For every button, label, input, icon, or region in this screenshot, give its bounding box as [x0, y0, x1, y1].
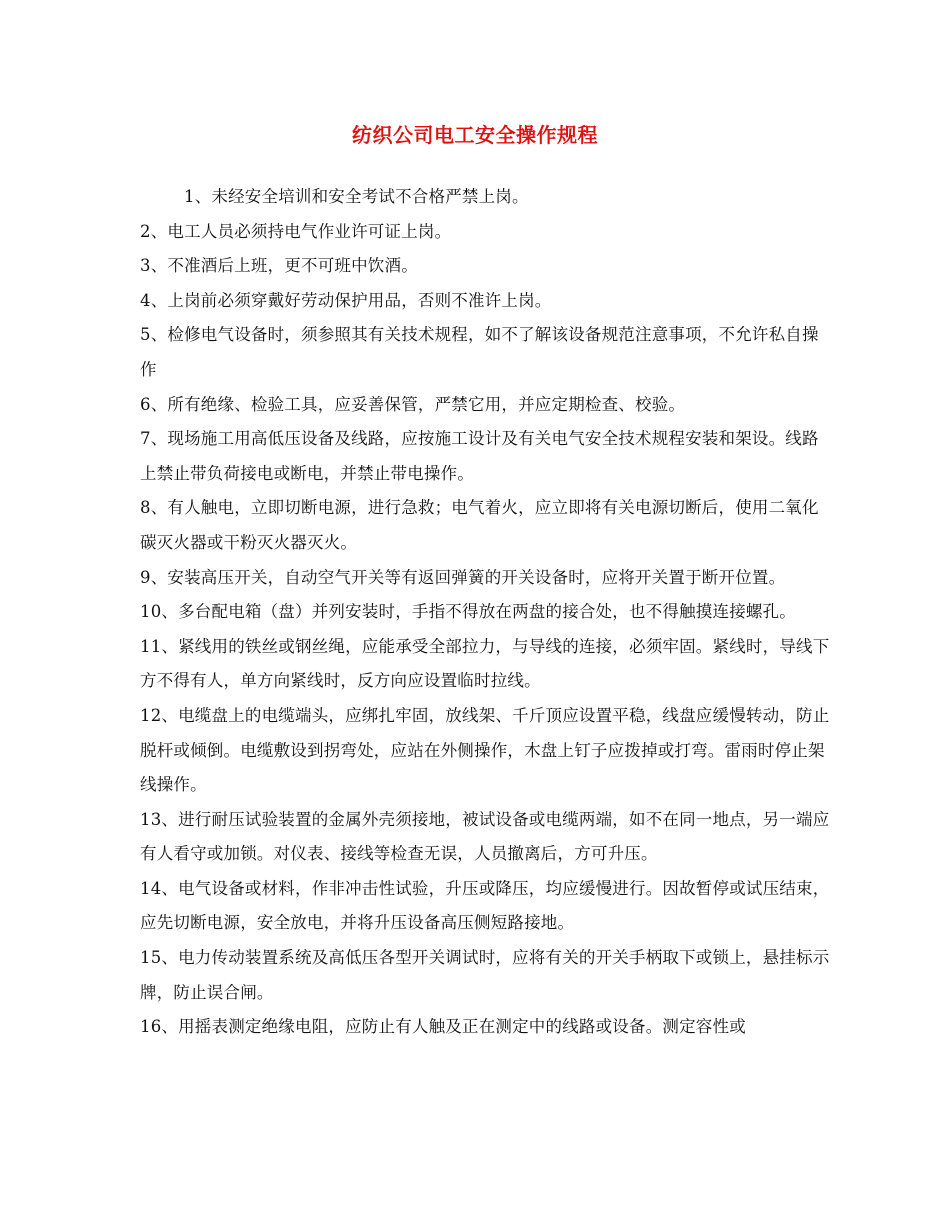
regulation-item-2: 2、电工人员必须持电气作业许可证上岗。: [140, 221, 452, 241]
regulation-item-7: 7、现场施工用高低压设备及线路，应按施工设计及有关电气安全技术规程安装和架设。线路上禁止带负荷接电或断电，并禁止带电操作。: [140, 429, 819, 483]
regulation-item-9: 9、安装高压开关，自动空气开关等有返回弹簧的开关设备时，应将开关置于断开位置。: [140, 567, 786, 587]
regulation-item-1: 1、未经安全培训和安全考试不合格严禁上岗。: [184, 187, 529, 206]
regulation-item-16: 16、用摇表测定绝缘电阻，应防止有人触及正在测定中的线路或设备。测定容性或: [140, 1017, 746, 1037]
regulation-item-14: 14、电气设备或材料，作非冲击性试验，升压或降压，均应缓慢进行。因故暂停或试压结束，应先切断电源，安全放电，并将升压设备高压侧短路接地。: [140, 878, 830, 933]
regulation-item-5: 5、检修电气设备时，须参照其有关技术规程，如不了解该设备规范注意事项，不允许私自操作: [140, 325, 819, 379]
regulation-item-8: 8、有人触电，立即切断电源，进行急救；电气着火，应立即将有关电源切断后，使用二氧化碳灭火器或干粉灭火器灭火。: [140, 498, 819, 552]
regulation-item-6: 6、所有绝缘、检验工具，应妥善保管，严禁它用，并应定期检查、校验。: [140, 394, 686, 414]
regulation-item-4: 4、上岗前必须穿戴好劳动保护用品，否则不准许上岗。: [140, 290, 552, 310]
regulation-item-12: 12、电缆盘上的电缆端头，应绑扎牢固，放线架、千斤顶应设置平稳，线盘应缓慢转动，防止脱杆或倾倒。电缆敷设到拐弯处，应站在外侧操作，木盘上钉子应拨掉或打弯。雷雨时停止架线操作。: [140, 705, 830, 795]
regulation-item-15: 15、电力传动装置系统及高低压各型开关调试时，应将有关的开关手柄取下或锁上，悬挂标示牌，防止误合闸。: [140, 948, 830, 1002]
regulation-item-13: 13、进行耐压试验装置的金属外壳须接地，被试设备或电缆两端，如不在同一地点，另一端应有人看守或加锁。对仪表、接线等检查无误，人员撤离后，方可升压。: [140, 809, 830, 864]
regulation-list: [140, 180, 830, 1045]
regulation-item-3: 3、不准酒后上班，更不可班中饮酒。: [140, 256, 418, 276]
regulation-item-11: 11、紧线用的铁丝或钢丝绳，应能承受全部拉力，与导线的连接，必须牢固。紧线时，导线下方不得有人，单方向紧线时，反方向应设置临时拉线。: [140, 636, 830, 691]
document-title: 纺织公司电工安全操作规程: [352, 123, 598, 147]
regulation-item-10: 10、多台配电箱（盘）并列安装时，手指不得放在两盘的接合处，也不得触摸连接螺孔。: [140, 602, 796, 622]
